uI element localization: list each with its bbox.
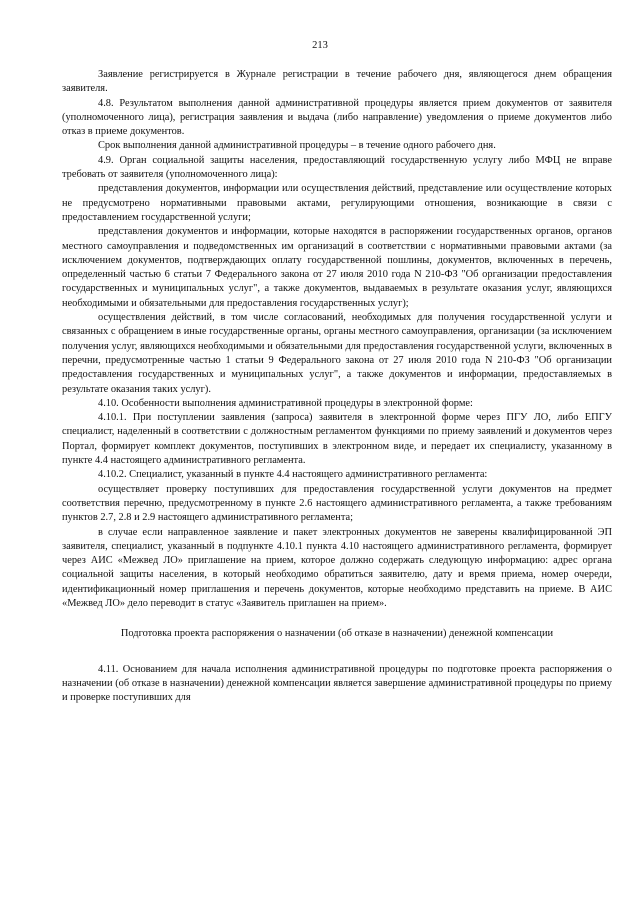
section-heading: Подготовка проекта распоряжения о назначении (об отказе в назначении) денежной компенсации (120, 628, 554, 640)
paragraph: представления документов и информации, которые находятся в распоряжении государственных органов, органов местного самоуправления и подведомственных им организаций в соответствии с нормативными правовыми актами (за исключением документов, подтверждающих оплату государственной пошлины, документов, включенных в перечень, определенный частью 6 статьи 7 Федерального закона от 27 июля 2010 года N 210-ФЗ "Об организации предоставления государственных и муниципальных услуг", а также документов, выдаваемых в результате оказания услуг, являющихся необходимыми и обязательными для предоставления государственных услуг); (62, 226, 612, 309)
paragraph: 4.10.1. При поступлении заявления (запроса) заявителя в электронной форме через ПГУ ЛО, либо ЕПГУ специалист, наделенный в соответствии с должностным регламентом функциями по приему заявлений и документов через Портал, формирует комплект документов, поступивших в электронном виде, и передает их специалисту, указанному в пункте 4.4 настоящего административного регламента. (62, 412, 612, 467)
paragraph: Заявление регистрируется в Журнале регистрации в течение рабочего дня, являющегося днем обращения заявителя. (62, 69, 612, 95)
paragraph: в случае если направленное заявление и пакет электронных документов не заверены квалифицированной ЭП заявителя, специалист, указанный в подпункте 4.10.1 пункта 4.10 настоящего административного регламента, формирует через АИС «Межвед ЛО» приглашение на прием, которое должно содержать следующую информацию: адрес органа социальной защиты населения, в который необходимо обратиться заявителю, дату и время приема, номер очереди, идентификационный номер приглашения и перечень документов, которые необходимо представить на приеме. В АИС «Межвед ЛО» дело переводит в статус «Заявитель приглашен на прием». (62, 526, 612, 609)
paragraph: 4.10.2. Специалист, указанный в пункте 4.4 настоящего административного регламента: (98, 469, 488, 481)
paragraph: представления документов, информации или осуществления действий, представление или осуществление которых не предусмотрено нормативными правовыми актами, регулирующими отношения, возникающие в связи с предоставлением государственной услуги; (62, 183, 612, 223)
closing-paragraph: 4.11. Основанием для начала исполнения административной процедуры по подготовке проекта распоряжения о назначении (об отказе в назначении) денежной компенсации является завершение административной процедуры по приему и проверке поступивших для (62, 663, 612, 704)
paragraph: Срок выполнения данной административной процедуры – в течение одного рабочего дня. (98, 140, 496, 152)
paragraph: 4.10. Особенности выполнения административной процедуры в электронной форме: (98, 397, 473, 409)
paragraph: 4.8. Результатом выполнения данной административной процедуры является прием документов от заявителя (уполномоченного лица), регистрация заявления и выдача (либо направление) уведомления о приеме документов либо отказ в приеме документов. (62, 97, 612, 138)
paragraph: осуществления действий, в том числе согласований, необходимых для получения государственной услуги и связанных с обращением в иные государственные органы, органы местного самоуправления, организации (за исключением получения услуг, являющихся необходимыми и обязательными для предоставления государственной услуги, включенных в перечни, предусмотренные частью 1 статьи 9 Федерального закона от 27 июля 2010 года N 210-ФЗ "Об организации предоставления государственных и муниципальных услуг", а также документов и информации, предоставляемых в результате оказания таких услуг). (62, 312, 612, 395)
page-number: 213 (312, 40, 328, 51)
document-body (62, 68, 612, 705)
paragraph: осуществляет проверку поступивших для предоставления государственной услуги документов на предмет соответствия перечню, предусмотренному в пункте 2.6 настоящего административного регламента, а также требованиям пунктов 2.7, 2.8 и 2.9 настоящего административного регламента; (62, 483, 612, 524)
paragraph: 4.9. Орган социальной защиты населения, предоставляющий государственную услугу либо МФЦ не вправе требовать от заявителя (уполномоченного лица): (62, 154, 612, 181)
